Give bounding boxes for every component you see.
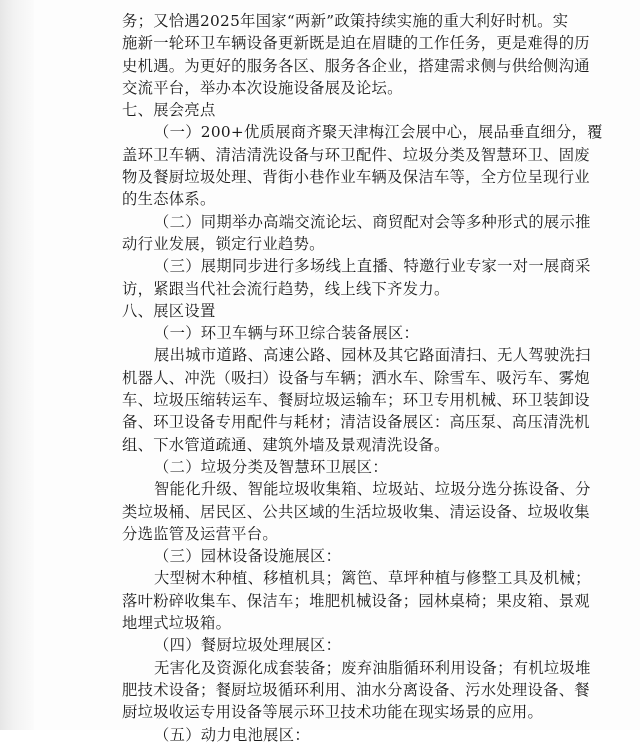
text-line: 智能化升级、智能垃圾收集箱、垃圾站、垃圾分选分拣设备、分 [154, 480, 591, 499]
text-line: 的生态体系。 [122, 190, 216, 209]
text-line: 展出城市道路、高速公路、园林及其它路面清扫、无人驾驶洗扫 [154, 346, 591, 365]
text-line: 八、展区设置 [122, 301, 216, 320]
text-line: 组、下水管道疏通、建筑外墙及景观清洗设备。 [122, 435, 450, 454]
text-line: 物及餐厨垃圾处理、背街小巷作业车辆及保洁车等，全方位呈现行业 [122, 168, 590, 187]
text-line: 落叶粉碎收集车、保洁车；堆肥机械设备；园林桌椅；果皮箱、景观 [122, 591, 590, 610]
text-line: 动行业发展，锁定行业趋势。 [122, 234, 325, 253]
text-line: 类垃圾桶、居民区、公共区域的生活垃圾收集、清运设备、垃圾收集 [122, 502, 590, 521]
text-line: 备、环卫设备专用配件与耗材；清洁设备展区：高压泵、高压清洗机 [122, 413, 590, 432]
text-line: 分选监管及运营平台。 [122, 524, 278, 543]
text-line: 交流平台，举办本次设施设备展及论坛。 [122, 78, 403, 97]
text-line: 史机遇。为更好的服务各区、服务各企业，搭建需求侧与供给侧沟通 [122, 56, 590, 75]
text-line: 盖环卫车辆、清洁清洗设备与环卫配件、垃圾分类及智慧环卫、固废 [122, 145, 590, 164]
text-line: 厨垃圾收运专用设备等展示环卫技术功能在现实场景的应用。 [122, 703, 544, 722]
text-line: 肥技术设备；餐厨垃圾循环利用、油水分离设备、污水处理设备、餐 [122, 680, 590, 699]
text-line: 务；又恰遇2025年国家“两新”政策持续实施的重大利好时机。实 [122, 12, 569, 30]
text-line: 无害化及资源化成套装备；废弃油脂循环利用设备；有机垃圾堆 [154, 658, 591, 677]
text-line: 施新一轮环卫车辆设备更新既是迫在眉睫的工作任务，更是难得的历 [122, 34, 590, 53]
text-line: （二）同期举办高端交流论坛、商贸配对会等多种形式的展示推 [154, 212, 591, 231]
text-line: （三）园林设备设施展区： [154, 547, 342, 566]
scan-edge-shadow [0, 0, 34, 730]
text-line: 机器人、冲洗（吸扫）设备与车辆；洒水车、除雪车、吸污车、雾炮 [122, 368, 590, 387]
text-line: （一）环卫车辆与环卫综合装备展区： [154, 324, 420, 343]
text-line: 车、垃圾压缩转运车、餐厨垃圾运输车；环卫专用机械、环卫装卸设 [122, 391, 590, 410]
text-line: （二）垃圾分类及智慧环卫展区： [154, 457, 388, 476]
text-line: 地埋式垃圾箱。 [122, 614, 232, 633]
text-line: 七、展会亮点 [122, 101, 216, 120]
text-line: 大型树木种植、移植机具；篱笆、草坪种植与修整工具及机械； [154, 569, 591, 588]
document-body [122, 10, 603, 746]
text-line: （一）200+优质展商齐聚天津梅江会展中心，展品垂直细分，覆 [154, 123, 603, 142]
text-line: （五）动力电池展区： [154, 725, 310, 744]
text-line: 访，紧跟当代社会流行趋势，线上线下齐发力。 [122, 279, 450, 298]
text-line: （四）餐厨垃圾处理展区： [154, 636, 342, 655]
text-line: （三）展期同步进行多场线上直播、特邀行业专家一对一展商采 [154, 257, 591, 276]
